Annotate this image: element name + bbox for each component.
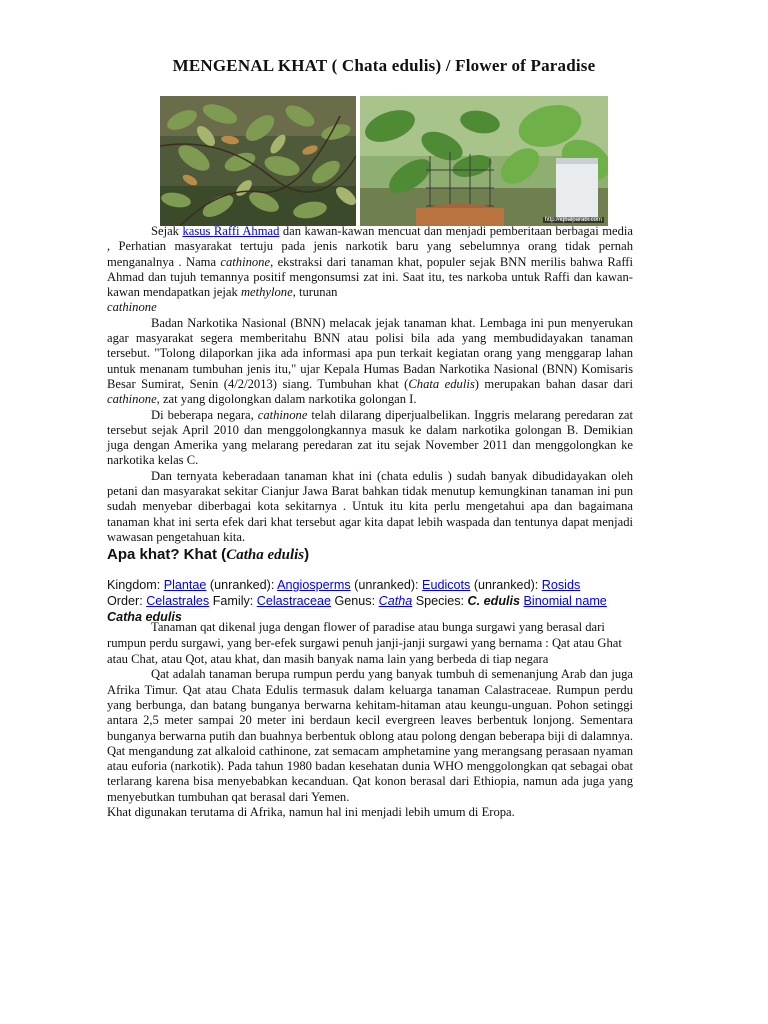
intro-paragraph-4: Dan ternyata keberadaan tanaman khat ini (chata edulis ) sudah banyak dibudidayakan oleh petani dan masyarakat sekitar Cianjur Jawa Barat bahkan tidak menutup kemungkinan tanaman ini pun sudah menyebar diberbagai kota sekitarnya . Untuk itu kita perlu mengetahui apa dan bagaimana tanaman khat ini serta efek dari khat tersebut agar kita dapat lebih waspada dan tentunya dapat menjadi wawasan pengetahuan kita.	[107, 468, 633, 544]
intro-paragraph-2	[107, 316, 633, 408]
text-run: ) merupakan bahan dasar dari	[474, 376, 633, 391]
species-name: C. edulis	[467, 594, 521, 608]
khat-potted-plant-photo	[360, 96, 608, 226]
plantae-link[interactable]: Plantae	[163, 578, 207, 592]
binomial-name-link[interactable]: Binomial name	[523, 594, 607, 608]
binomial-name: Catha edulis	[107, 610, 182, 624]
text-run: Badan Narkotika Nasional (BNN) melacak jejak tanaman khat. Lembaga ini pun menyerukan agar masyarakat segera memberitahu BNN atau polisi bila ada yang membudidayakan tanaman tersebut. "Tolong dilaporkan jika ada informasi apa pun terkait kegiatan orang yang menggarap lahan untuk menanam tumbuhan jenis itu," ujar Kepala Humas Badan Narkotika Nasional (BNN) Komisaris Besar Sumirat, Senin (4/2/2013) siang. Tumbuhan khat (	[107, 315, 633, 391]
catha-link[interactable]	[379, 594, 413, 608]
eudicots-link[interactable]: Eudicots	[422, 578, 471, 592]
text-run: , turunan	[292, 285, 338, 300]
taxonomy-label: Family:	[209, 594, 257, 608]
taxonomy-label: Kingdom:	[107, 578, 164, 592]
description-text	[107, 620, 633, 820]
photo-credit: http://iqbalparabi.com	[544, 217, 602, 223]
italic-term: Catha edulis	[226, 547, 305, 563]
taxonomy-label: (unranked):	[350, 578, 423, 592]
photo-strip	[160, 96, 608, 226]
text-run: Apa khat? Khat (	[107, 546, 227, 563]
celastraceae-link[interactable]: Celastraceae	[256, 594, 331, 608]
description-paragraph-1: Tanaman qat dikenal juga dengan flower of paradise atau bunga surgawi yang berasal dari rumpun perdu surgawi, yang ber-efek surgawi penuh janji-janji surgawi yang bernama : Qat atau Ghat atau Chat, atau Qot, atau khat, dan masih banyak nama lain yang berbeda di tiap negara	[107, 620, 622, 666]
taxonomy-label: (unranked):	[470, 578, 542, 592]
genus-name: Catha	[378, 594, 413, 608]
taxonomy-label: Genus:	[331, 594, 379, 608]
text-run: Sejak	[151, 224, 183, 238]
italic-term: cathinone	[107, 300, 157, 315]
taxonomy-label: Species:	[412, 594, 468, 608]
angiosperms-link[interactable]: Angiosperms	[277, 578, 351, 592]
text-run: )	[304, 546, 310, 563]
text-run: Di beberapa negara,	[151, 407, 258, 422]
intro-text	[107, 224, 633, 545]
taxonomy-label: (unranked):	[206, 578, 278, 592]
rosids-link[interactable]: Rosids	[541, 578, 581, 592]
intro-paragraph-1	[107, 224, 633, 316]
italic-term: cathinone	[107, 392, 157, 407]
khat-leaves-photo	[160, 96, 356, 226]
description-paragraph-2: Qat adalah tanaman berupa rumpun perdu yang banyak tumbuh di semenanjung Arab dan juga Afrika Timur. Qat atau Chata Edulis termasuk dalam keluarga tanaman Calastraceae. Rumpun perdu yang berbunga, dan batang bunganya berwarna kehitam-hitaman atau keungu-unguan. Pohon setinggi antara 2,5 meter sampai 20 meter ini berdaun kecil evergreen leaves berbentuk lonjong. Sementara bunganya berwarna putih dan buahnya berbentuk oblong atau polong dengan beberapa biji di dalamnya. Qat mengandung zat alkaloid cathinone, zat semacam amphetamine yang merangsang perasaan nyaman atau euforia (narkotik). Pada tahun 1980 badan kesehatan dunia WHO menggolongkan qat sebagai obat terlarang karena bisa menyebabkan kecanduan. Qat konon berasal dari Ethiopia, namun ada juga yang menyebutkan tumbuhan qat berasal dari Yemen.	[107, 667, 633, 804]
celastrales-link[interactable]: Celastrales	[146, 594, 210, 608]
italic-term: cathinone	[257, 407, 308, 422]
text-run: telah dilarang diperjualbelikan. Inggris melarang peredaran zat tersebut sejak April 2010 dan menggolongkannya masuk ke dalam narkotika golongan B. Demikian juga dengan Amerika yang melarang peredaran zat itu sejak November 2011 dan menggolongkan ke narkotika kelas C.	[107, 407, 633, 468]
italic-term: Chata edulis	[408, 376, 475, 391]
intro-paragraph-3	[107, 408, 633, 469]
document-title: MENGENAL KHAT ( Chata edulis) / Flower of Paradise	[172, 56, 596, 75]
taxonomy-label: Order:	[107, 594, 147, 608]
raffi-ahmad-case-link[interactable]: kasus Raffi Ahmad	[182, 224, 280, 238]
italic-term: cathinone	[220, 254, 271, 269]
section-heading	[107, 546, 309, 564]
taxonomy-block	[107, 577, 667, 625]
text-run: , zat yang digolongkan dalam narkotika golongan I.	[156, 392, 417, 407]
text-run: , ekstraksi dari tanaman khat, populer sejak BNN merilis bahwa Raffi Ahmad dan tujuh temannya positif mengonsumsi zat ini. Saat itu, tes narkoba untuk Raffi dan kawan-kawan mendapatkan jejak	[107, 254, 633, 300]
italic-term: methylone	[240, 285, 293, 300]
description-paragraph-3: Khat digunakan terutama di Afrika, namun hal ini menjadi lebih umum di Eropa.	[107, 805, 515, 820]
text-run: dan kawan-kawan mencuat dan menjadi pemberitaan berbagai media , Perhatian masyarakat tertuju pada jenis narkotik baru yang sebelumnya orang tidak pernah menganalnya . Nama	[107, 224, 633, 269]
